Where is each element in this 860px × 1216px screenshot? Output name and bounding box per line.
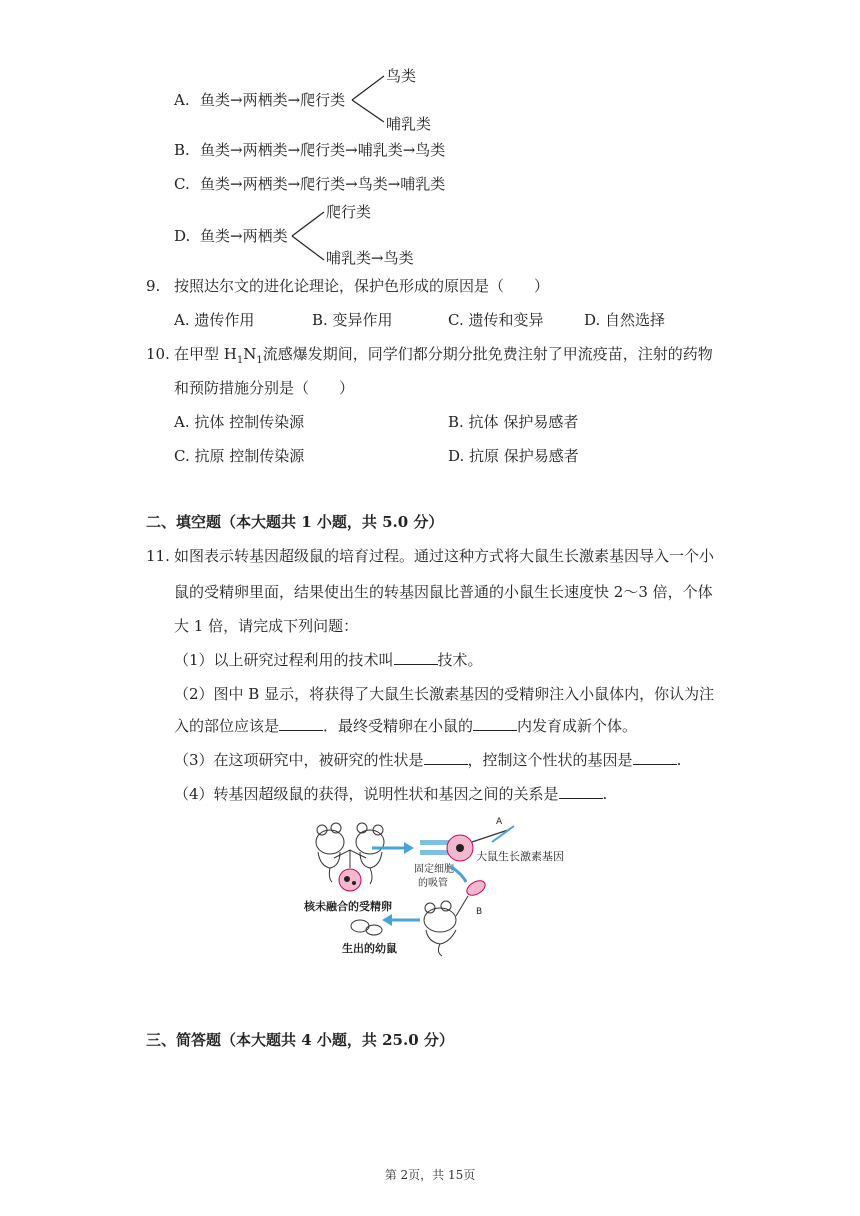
q10-stem-line2: 和预防措施分别是（ ）	[174, 379, 355, 397]
q10-option-a: A. 抗体 控制传染源	[174, 413, 305, 431]
q8-option-a-chain: 鱼类→两栖类→爬行类	[200, 91, 346, 109]
transgenic-mouse-figure	[300, 812, 584, 958]
baby-mice	[351, 920, 382, 935]
q8-option-d-top: 爬行类	[326, 203, 372, 221]
q8-option-c-label: C.	[174, 175, 190, 193]
pups-label: 生出的幼鼠	[342, 942, 397, 955]
q8-option-a-top: 鸟类	[386, 67, 417, 85]
q8-option-b-text: 鱼类→两栖类→爬行类→哺乳类→鸟类	[200, 141, 446, 159]
answer-blank[interactable]	[473, 716, 517, 731]
q11-part-4: （4）转基因超级鼠的获得，说明性状和基因之间的关系是 .	[174, 785, 608, 803]
q11-line-2: 鼠的受精卵里面，结果使出生的转基因鼠比普通的小鼠生长速度快 2～3 倍，个体	[174, 583, 713, 601]
fertilized-egg	[339, 869, 361, 891]
q9-option-d: D. 自然选择	[584, 311, 666, 329]
answer-blank[interactable]	[279, 716, 323, 731]
q8-option-a-label: A.	[174, 91, 190, 109]
q8-option-d-chain: 鱼类→两栖类	[200, 227, 288, 245]
section-3-title: 三、简答题（本大题共 4 小题，共 25.0 分）	[146, 1031, 454, 1049]
q9-option-c: C. 遗传和变异	[448, 311, 544, 329]
q8-option-d-label: D.	[174, 227, 191, 245]
q10-option-d: D. 抗原 保护易感者	[448, 447, 579, 465]
answer-blank[interactable]	[394, 650, 438, 665]
q11-number: 11.	[146, 547, 170, 565]
q9-stem: 按照达尔文的进化论理论，保护色形成的原因是（ ）	[174, 277, 550, 295]
q11-part-2b: 入的部位应该是 ．最终受精卵在小鼠的 内发育成新个体。	[174, 717, 638, 735]
q8-option-b-label: B.	[174, 141, 190, 159]
label-a: A	[496, 817, 503, 827]
q11-part-2: （2）图中 B 显示，将获得了大鼠生长激素基因的受精卵注入小鼠体内，你认为注	[174, 685, 715, 703]
parent-mouse-left	[316, 823, 344, 882]
q11-part-1: （1）以上研究过程利用的技术叫 技术。	[174, 651, 483, 669]
q9-option-b: B. 变异作用	[312, 311, 393, 329]
recipient-mouse	[424, 901, 456, 956]
q10-number: 10.	[146, 345, 170, 363]
answer-blank[interactable]	[559, 784, 603, 799]
label-b: B	[476, 907, 483, 917]
page-footer: 第 2页，共 15页	[384, 1168, 476, 1182]
q9-option-a: A. 遗传作用	[174, 311, 255, 329]
q11-part-3: （3）在这项研究中，被研究的性状是 ，控制这个性状的基因是 .	[174, 751, 682, 769]
q10-option-b: B. 抗体 保护易感者	[448, 413, 579, 431]
q9-number: 9.	[146, 277, 161, 295]
gene-label: 大鼠生长激素基因	[476, 850, 564, 863]
q8-option-d-bottom: 哺乳类→鸟类	[326, 249, 414, 267]
egg-label: 核未融合的受精卵	[304, 900, 392, 913]
q8-option-c-text: 鱼类→两栖类→爬行类→鸟类→哺乳类	[200, 175, 446, 193]
q11-line-1: 如图表示转基因超级鼠的培育过程。通过这种方式将大鼠生长激素基因导入一个小	[174, 547, 715, 565]
answer-blank[interactable]	[633, 750, 677, 765]
q11-line-3: 大 1 倍，请完成下列问题：	[174, 617, 359, 635]
q10-stem: 在甲型 $H_1N_1$流感爆发期间，同学们都分期分批免费注射了甲流疫苗，注射的药物	[174, 345, 713, 366]
pipette-label-2: 的吸管	[418, 878, 448, 889]
q10-option-c: C. 抗原 控制传染源	[174, 447, 305, 465]
answer-blank[interactable]	[424, 750, 468, 765]
section-2-title: 二、填空题（本大题共 1 小题，共 5.0 分）	[146, 513, 444, 531]
pipette-label-1: 固定细胞	[414, 864, 454, 875]
q8-option-a-bottom: 哺乳类	[386, 115, 432, 133]
